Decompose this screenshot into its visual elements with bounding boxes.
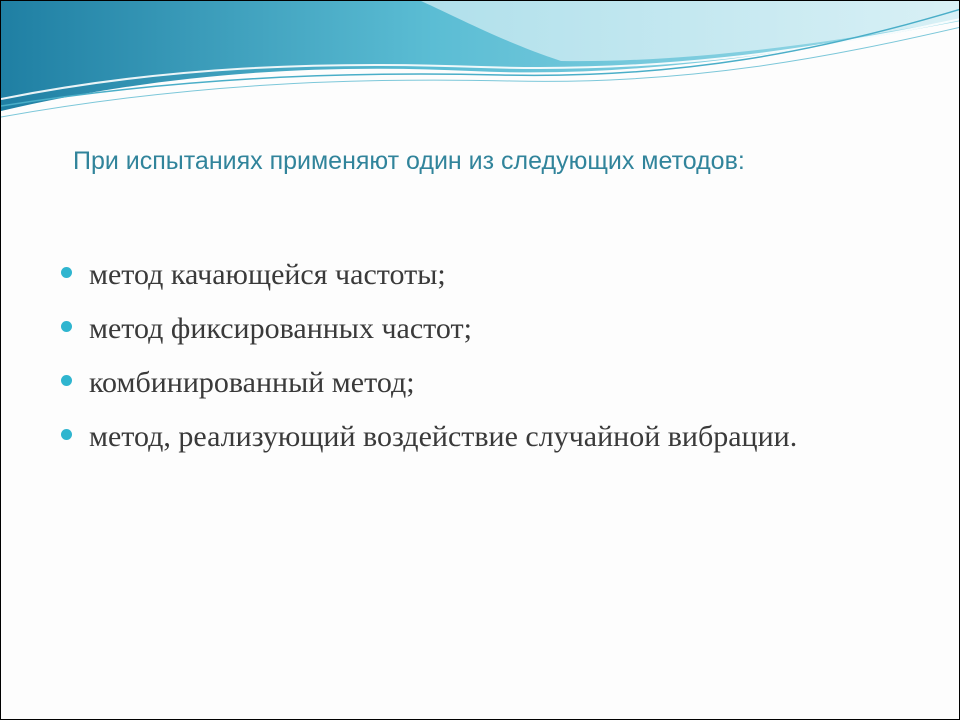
list-item-text: метод фиксированных частот;	[89, 312, 472, 345]
bullet-icon	[61, 267, 72, 278]
bullet-icon	[61, 429, 72, 440]
list-item-text: комбинированный метод;	[89, 366, 415, 399]
bullet-icon	[61, 375, 72, 386]
list-item	[61, 307, 861, 351]
list-item-text: метод, реализующий воздействие случайной вибрации.	[89, 420, 798, 453]
list-item	[61, 253, 861, 297]
slide-title: При испытаниях применяют один из следующих методов:	[73, 147, 745, 175]
list-item	[61, 361, 861, 405]
bullet-list	[61, 253, 861, 469]
list-item	[61, 415, 861, 459]
bullet-icon	[61, 321, 72, 332]
list-item-text: метод качающейся частоты;	[89, 258, 446, 291]
decorative-wave-header	[1, 1, 960, 131]
